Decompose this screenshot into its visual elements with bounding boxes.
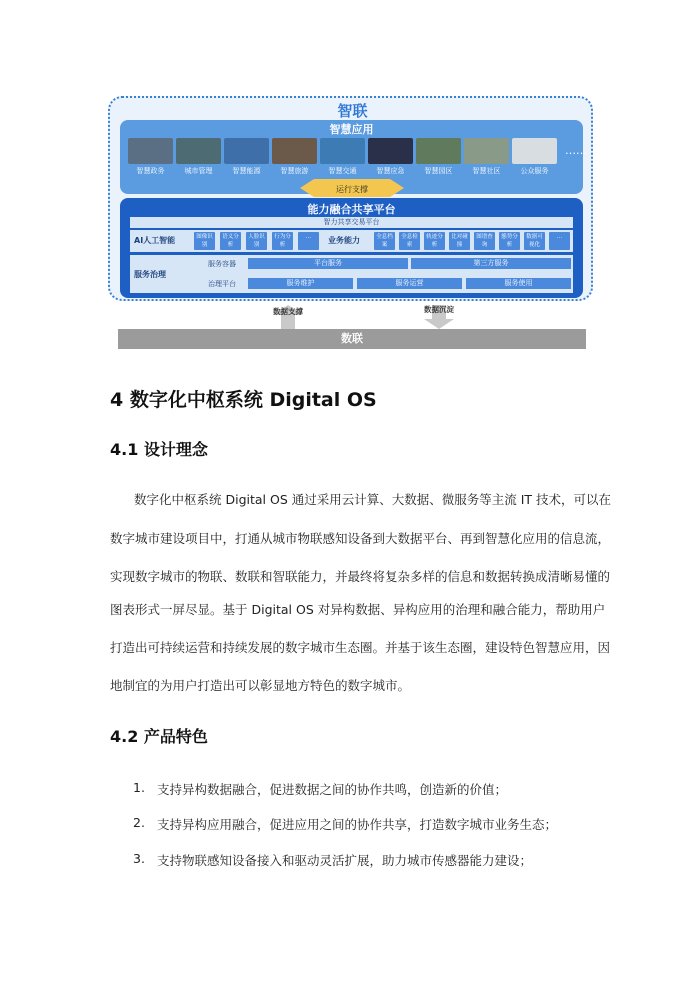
app-thumbnail-icon [320,138,365,164]
app-label: 智慧能源 [232,167,261,175]
paragraph-line: 数字城市建设项目中，打通从城市物联感知设备到大数据平台、再到智慧化应用的信息流， [110,531,611,546]
service-governance-row [130,255,573,293]
smart-apps-title: 智慧应用 [329,123,374,136]
business-capability-label: 业务能力 [328,236,360,245]
apps-more: …… [565,144,587,157]
platform-title: 能力融合共享平台 [307,203,396,216]
ai-chip: 图像识别 [194,232,215,250]
app-tile [176,138,221,176]
app-tile [320,138,365,176]
data-support-label: 数据支撑 [273,307,303,316]
app-tile [464,138,509,176]
app-thumbnail-icon [368,138,413,164]
paragraph-line: 地制宜的为用户打造出可以彰显地方特色的数字城市。 [110,678,411,693]
ai-capability-row [130,230,573,252]
app-tile [224,138,269,176]
app-label: 智慧社区 [472,167,501,175]
data-link-bar: 数联 [118,329,586,349]
support-label: 运行支撑 [336,185,368,194]
app-thumbnail-icon [272,138,317,164]
list-item: 支持物联感知设备接入和驱动灵活扩展，助力城市传感器能力建设； [157,853,533,868]
app-thumbnail-icon [416,138,461,164]
app-tile [416,138,461,176]
app-tile [128,138,173,176]
list-item: 支持异构数据融合，促进数据之间的协作共鸣，创造新的价值； [157,782,508,797]
list-number: 3. [133,851,145,866]
ai-label: AI人工智能 [134,236,176,245]
business-chip: 数据可视化 [524,232,545,250]
list-number: 1. [133,780,145,795]
paragraph-line: 打造出可持续运营和持续发展的数字城市生态圈。并基于该生态圈，建设特色智慧应用，因 [110,640,611,655]
ai-chip: … [298,232,319,250]
app-tile [368,138,413,176]
list-item: 支持异构应用融合，促进应用之间的协作共享，打造数字城市业务生态； [157,817,558,832]
app-thumbnail-icon [224,138,269,164]
app-label: 智慧园区 [424,167,453,175]
ai-chip: 语义分析 [220,232,241,250]
app-label: 公众服务 [520,167,549,175]
app-tile [272,138,317,176]
gov-item-maintenance: 服务维护 [248,278,353,289]
container-item-platform-service: 平台服务 [248,258,408,269]
gov-item-operation: 服务运营 [357,278,462,289]
app-label: 智慧交通 [328,167,357,175]
business-chip: 图谱查询 [474,232,495,250]
app-label: 城市管理 [184,167,213,175]
section-4-heading: 4 数字化中枢系统 Digital OS [110,389,377,411]
data-sink-label: 数据沉淀 [424,305,454,314]
app-thumbnail-icon [512,138,557,164]
business-chip: 比对碰撞 [449,232,470,250]
business-chip: 轨迹分析 [424,232,445,250]
paragraph-line: 数字化中枢系统 Digital OS 通过采用云计算、大数据、微服务等主流 IT 技术，可以在 [134,492,612,507]
governance-platform-label: 治理平台 [208,280,236,288]
list-number: 2. [133,815,145,830]
app-label: 智慧旅游 [280,167,309,175]
section-4-2-heading: 4.2 产品特色 [110,727,208,746]
container-item-third-party-service: 第三方服务 [411,258,571,269]
service-container-label: 服务容器 [208,260,236,268]
app-label: 智慧政务 [136,167,165,175]
business-chip: 態势分析 [499,232,520,250]
capability-platform-panel [120,198,583,298]
diagram-title: 智联 [337,102,368,120]
section-4-1-heading: 4.1 设计理念 [110,440,208,459]
app-thumbnail-icon [464,138,509,164]
business-chip: … [549,232,570,250]
app-thumbnail-icon [128,138,173,164]
paragraph-line: 图表形式一屏尽显。基于 Digital OS 对异构数据、异构应用的治理和融合能力，帮助用户 [110,602,606,617]
ai-chip: 行为分析 [272,232,293,250]
service-governance-label: 服务治理 [134,270,166,279]
ai-chip: 人脸识别 [246,232,267,250]
paragraph-line: 实现数字城市的物联、数联和智联能力，并最终将复杂多样的信息和数据转换成清晰易懂的 [110,569,611,584]
app-thumbnail-icon [176,138,221,164]
architecture-diagram [108,96,593,301]
business-chip: 全息档案 [374,232,395,250]
gov-item-usage: 服务使用 [466,278,571,289]
business-chip: 全息检索 [399,232,420,250]
exchange-platform-bar: 智力共享交易平台 [130,217,573,228]
app-tile [512,138,557,176]
app-label: 智慧应急 [376,167,405,175]
